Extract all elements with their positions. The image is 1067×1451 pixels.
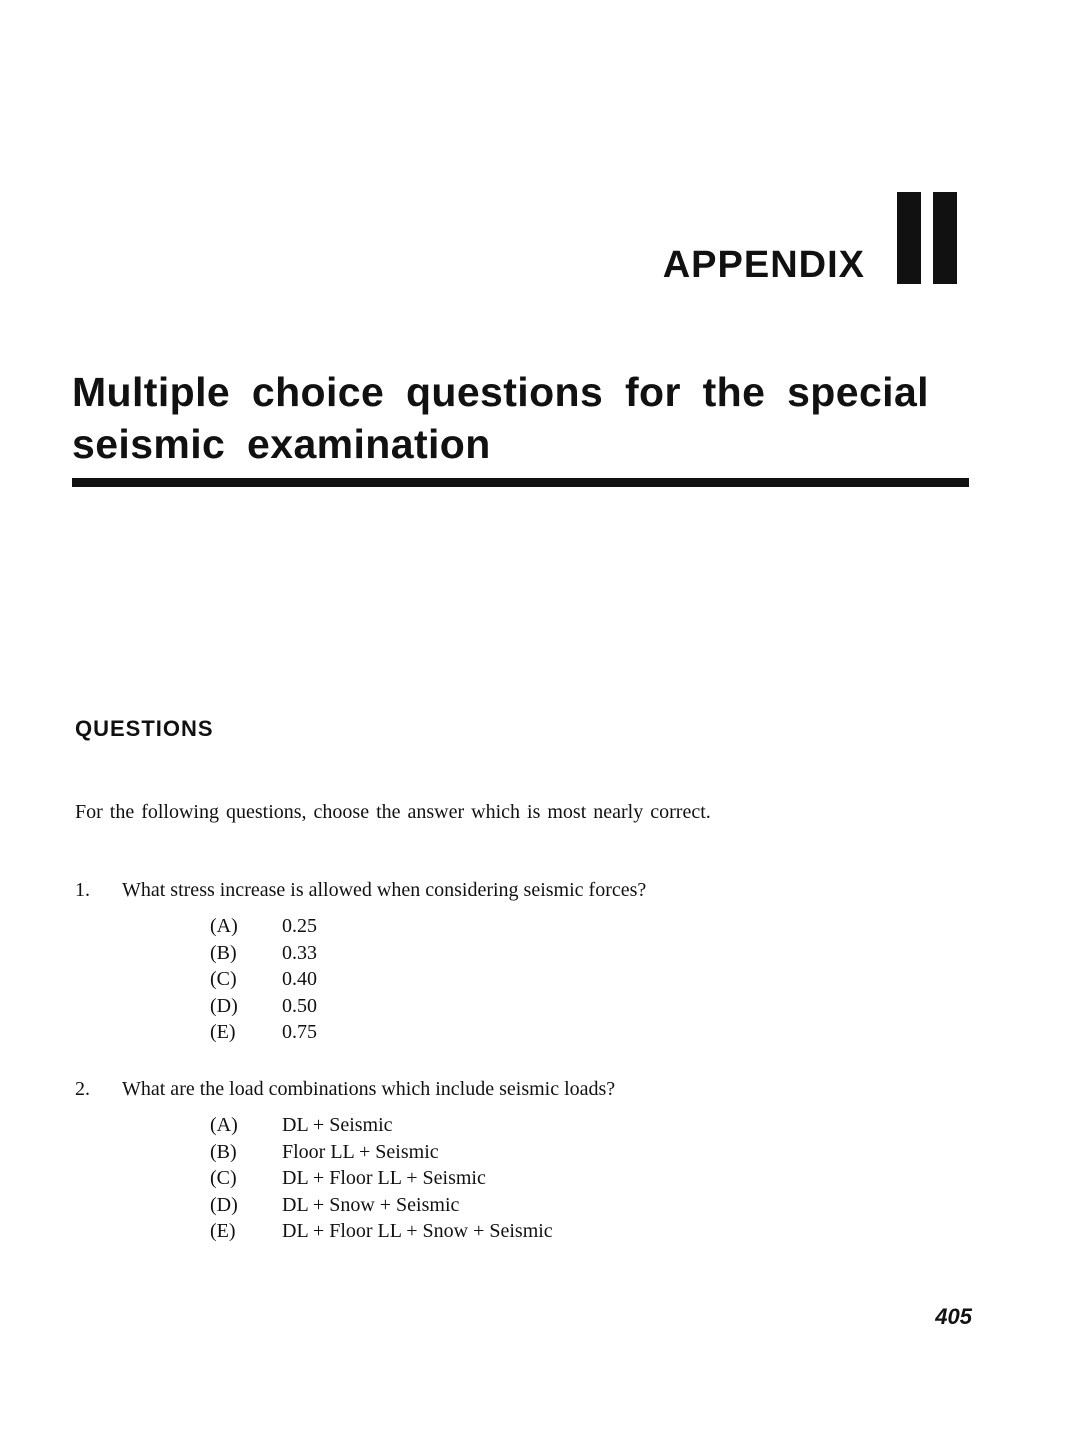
option-text: 0.75	[282, 1021, 317, 1043]
option-letter: (D)	[210, 1193, 238, 1216]
option-letter: (E)	[210, 1220, 236, 1242]
title-rule	[72, 478, 969, 487]
question-number: 2.	[75, 1078, 90, 1100]
appendix-numeral	[897, 192, 961, 284]
option-letter: (B)	[210, 1140, 237, 1163]
option-letter: (A)	[210, 1114, 238, 1136]
option-letter: (C)	[210, 1167, 237, 1189]
option-text: DL + Seismic	[282, 1114, 393, 1136]
option-letter: (B)	[210, 941, 237, 964]
option-text: Floor LL + Seismic	[282, 1140, 439, 1163]
option-text: 0.33	[282, 941, 317, 964]
instructions-text: For the following questions, choose the answer which is most nearly correct.	[75, 801, 711, 823]
option-text: 0.40	[282, 968, 317, 990]
question-text: What stress increase is allowed when considering seismic forces?	[122, 879, 647, 901]
option-text: 0.50	[282, 994, 317, 1017]
option-letter: (D)	[210, 994, 238, 1017]
numeral-bar	[933, 192, 957, 284]
question-text: What are the load combinations which include seismic loads?	[122, 1078, 616, 1100]
page-number: 405	[935, 1304, 972, 1329]
option-letter: (E)	[210, 1021, 236, 1043]
question-number: 1.	[75, 879, 90, 901]
option-text: DL + Snow + Seismic	[282, 1193, 460, 1216]
section-heading: QUESTIONS	[75, 716, 214, 741]
option-text: 0.25	[282, 915, 317, 937]
appendix-label: APPENDIX	[662, 244, 865, 286]
chapter-title: Multiple choice questions for the special seismic examination	[72, 369, 929, 467]
numeral-bar	[897, 192, 921, 284]
option-letter: (C)	[210, 968, 237, 990]
option-text: DL + Floor LL + Seismic	[282, 1167, 486, 1189]
option-text: DL + Floor LL + Snow + Seismic	[282, 1220, 553, 1242]
option-letter: (A)	[210, 915, 238, 937]
